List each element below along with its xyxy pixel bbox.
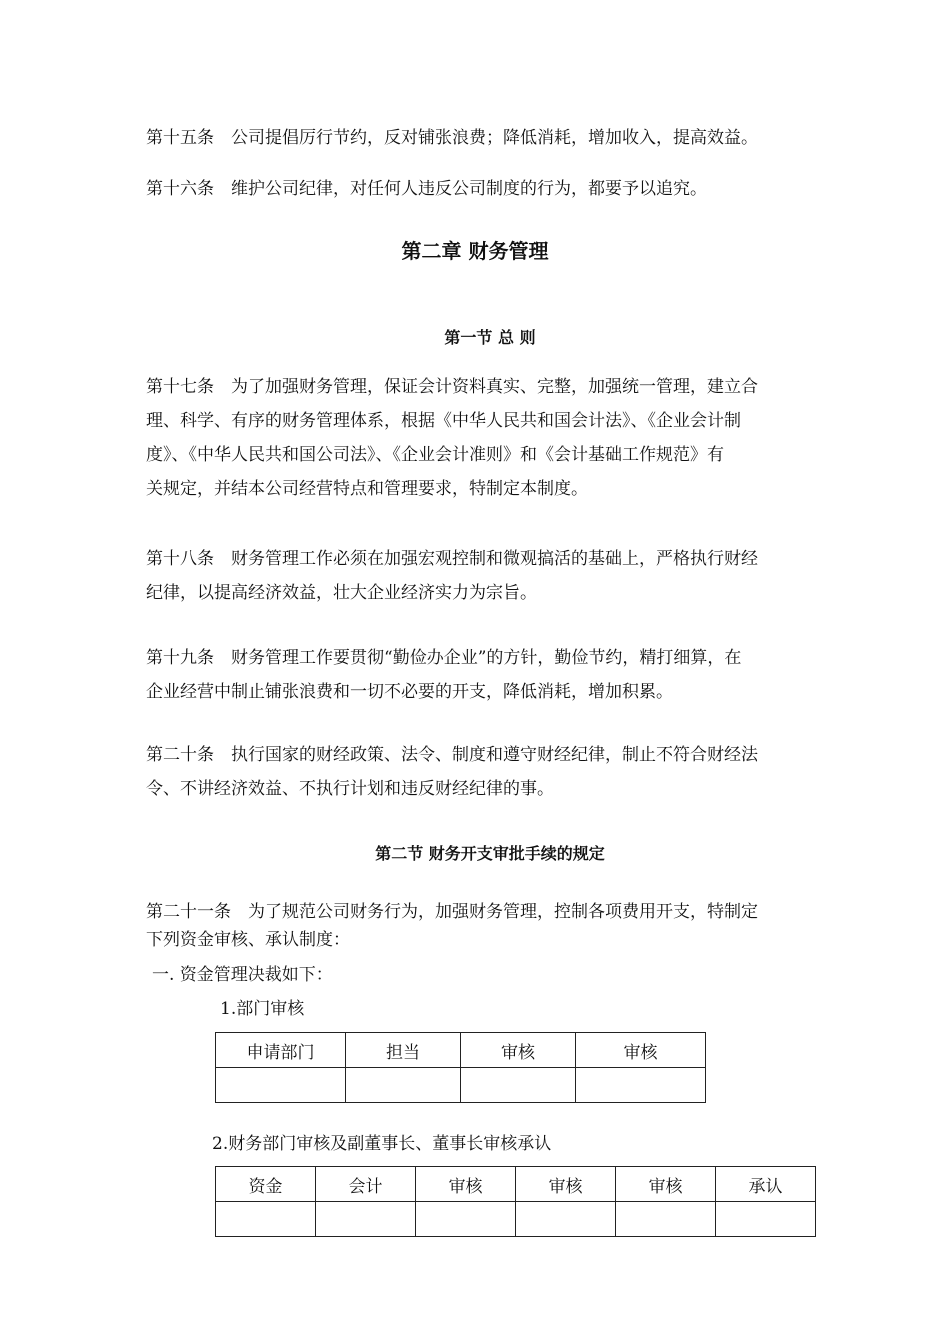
signature-cell bbox=[716, 1202, 816, 1237]
list-item-label: 一. 资金管理决裁如下： bbox=[152, 965, 333, 985]
text-line: 第十六条 维护公司纪律，对任何人违反公司制度的行为，都要予以追究。 bbox=[146, 179, 707, 199]
sub-item-label: 2.财务部门审核及副董事长、董事长审核承认 bbox=[212, 1134, 552, 1154]
text-line: 第十八条 财务管理工作必须在加强宏观控制和微观搞活的基础上，严格执行财经 bbox=[146, 549, 758, 569]
text-line: 下列资金审核、承认制度： bbox=[146, 930, 350, 950]
signature-cell bbox=[416, 1202, 516, 1237]
table-header-cell: 承认 bbox=[716, 1167, 816, 1202]
article-17 bbox=[146, 370, 836, 506]
table-header-cell: 会计 bbox=[316, 1167, 416, 1202]
signature-cell bbox=[516, 1202, 616, 1237]
chapter-title: 第二章 财务管理 bbox=[401, 239, 549, 263]
text-line: 理、科学、有序的财务管理体系，根据《中华人民共和国会计法》、《企业会计制 bbox=[146, 411, 741, 431]
text-line: 企业经营中制止铺张浪费和一切不必要的开支，降低消耗，增加积累。 bbox=[146, 682, 673, 702]
article-16 bbox=[146, 172, 836, 206]
sub-item-label: 1.部门审核 bbox=[220, 999, 305, 1019]
approval-table-department bbox=[215, 1032, 706, 1103]
section-title: 第一节 总 则 bbox=[444, 328, 536, 347]
text-line: 第二十条 执行国家的财经政策、法令、制度和遵守财经纪律，制止不符合财经法 bbox=[146, 745, 758, 765]
table-row bbox=[216, 1202, 816, 1237]
text-line: 第十七条 为了加强财务管理，保证会计资料真实、完整，加强统一管理，建立合 bbox=[146, 377, 758, 397]
text-line: 纪律，以提高经济效益，壮大企业经济实力为宗旨。 bbox=[146, 583, 537, 603]
signature-cell bbox=[461, 1068, 576, 1103]
table-header-cell: 审核 bbox=[616, 1167, 716, 1202]
text-line: 第十五条 公司提倡厉行节约，反对铺张浪费；降低消耗，增加收入，提高效益。 bbox=[146, 128, 758, 148]
text-line: 第十九条 财务管理工作要贯彻“勤俭办企业”的方针，勤俭节约，精打细算，在 bbox=[146, 648, 742, 668]
table-header-cell: 申请部门 bbox=[216, 1033, 346, 1068]
table-header-cell: 资金 bbox=[216, 1167, 316, 1202]
signature-cell bbox=[216, 1202, 316, 1237]
signature-cell bbox=[576, 1068, 706, 1103]
table-row bbox=[216, 1033, 706, 1068]
article-15 bbox=[146, 121, 836, 155]
approval-table-finance bbox=[215, 1166, 816, 1237]
table-header-cell: 担当 bbox=[346, 1033, 461, 1068]
table-header-cell: 审核 bbox=[416, 1167, 516, 1202]
text-line: 关规定，并结本公司经营特点和管理要求，特制定本制度。 bbox=[146, 479, 588, 499]
table-header-cell: 审核 bbox=[516, 1167, 616, 1202]
text-line: 令、不讲经济效益、不执行计划和违反财经纪律的事。 bbox=[146, 779, 554, 799]
table-row bbox=[216, 1167, 816, 1202]
table-header-cell: 审核 bbox=[461, 1033, 576, 1068]
signature-cell bbox=[316, 1202, 416, 1237]
text-line: 第二十一条 为了规范公司财务行为，加强财务管理，控制各项费用开支，特制定 bbox=[146, 902, 758, 922]
signature-cell bbox=[346, 1068, 461, 1103]
table-row bbox=[216, 1068, 706, 1103]
signature-cell bbox=[216, 1068, 346, 1103]
signature-cell bbox=[616, 1202, 716, 1237]
article-18 bbox=[146, 542, 836, 610]
article-19 bbox=[146, 641, 836, 709]
article-20 bbox=[146, 738, 836, 806]
section-title: 第二节 财务开支审批手续的规定 bbox=[375, 844, 605, 863]
article-21 bbox=[146, 897, 836, 953]
text-line: 度》、《中华人民共和国公司法》、《企业会计准则》和《会计基础工作规范》有 bbox=[146, 445, 724, 465]
table-header-cell: 审核 bbox=[576, 1033, 706, 1068]
